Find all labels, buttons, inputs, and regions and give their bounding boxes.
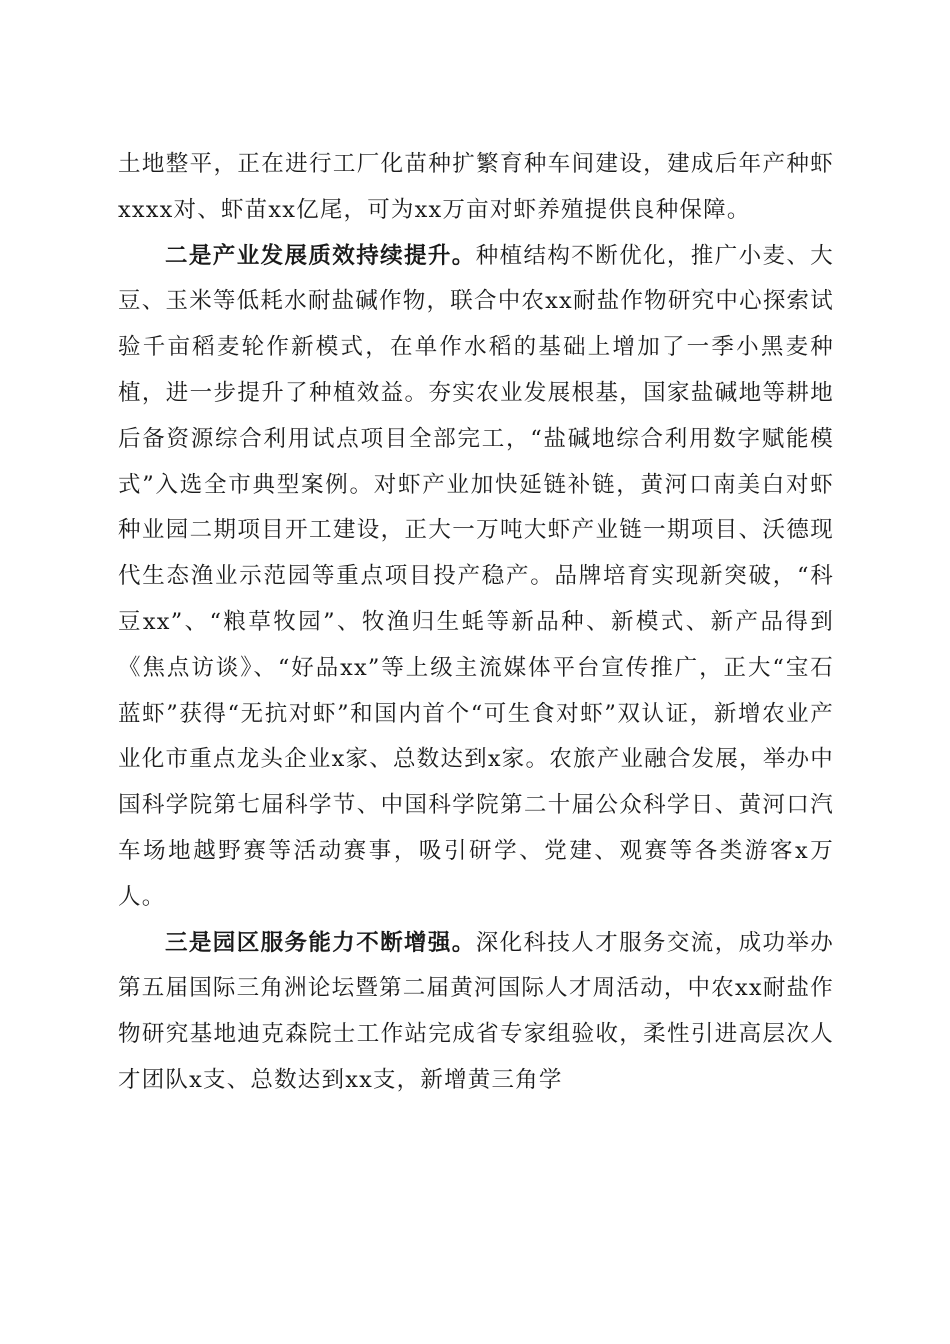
paragraph-lead: 二是产业发展质效持续提升。 [165,242,476,269]
paragraph-industry-development [118,234,834,921]
paragraph-park-services [118,921,834,1104]
paragraph-continuation [118,142,834,234]
paragraph-lead: 三是园区服务能力不断增强。 [165,929,476,956]
paragraph-text: 深化科技人才服务交流，成功举办第五届国际三角洲论坛暨第二届黄河国际人才周活动，中农xx耐盐作物研究基地迪克森院士工作站完成省专家组验收，柔性引进高层次人才团队x支、总数达到xx支，新增黄三角学 [118,929,834,1093]
paragraph-text: 种植结构不断优化，推广小麦、大豆、玉米等低耗水耐盐碱作物，联合中农xx耐盐作物研究中心探索试验千亩稻麦轮作新模式，在单作水稻的基础上增加了一季小黑麦种植，进一步提升了种植效益。夯实农业发展根基，国家盐碱地等耕地后备资源综合利用试点项目全部完工，“盐碱地综合利用数字赋能模式”入选全市典型案例。对虾产业加快延链补链，黄河口南美白对虾种业园二期项目开工建设，正大一万吨大虾产业链一期项目、沃德现代生态渔业示范园等重点项目投产稳产。品牌培育实现新突破，“科豆xx”、“粮草牧园”、牧渔归生蚝等新品种、新模式、新产品得到《焦点访谈》、“好品xx”等上级主流媒体平台宣传推广，正大“宝石蓝虾”获得“无抗对虾”和国内首个“可生食对虾”双认证，新增农业产业化市重点龙头企业x家、总数达到x家。农旅产业融合发展，举办中国科学院第七届科学节、中国科学院第二十届公众科学日、黄河口汽车场地越野赛等活动赛事，吸引研学、党建、观赛等各类游客x万人。 [118,242,834,910]
paragraph-text: 土地整平，正在进行工厂化苗种扩繁育种车间建设，建成后年产种虾xxxx对、虾苗xx亿尾，可为xx万亩对虾养殖提供良种保障。 [118,151,834,223]
document-body [118,142,834,1104]
